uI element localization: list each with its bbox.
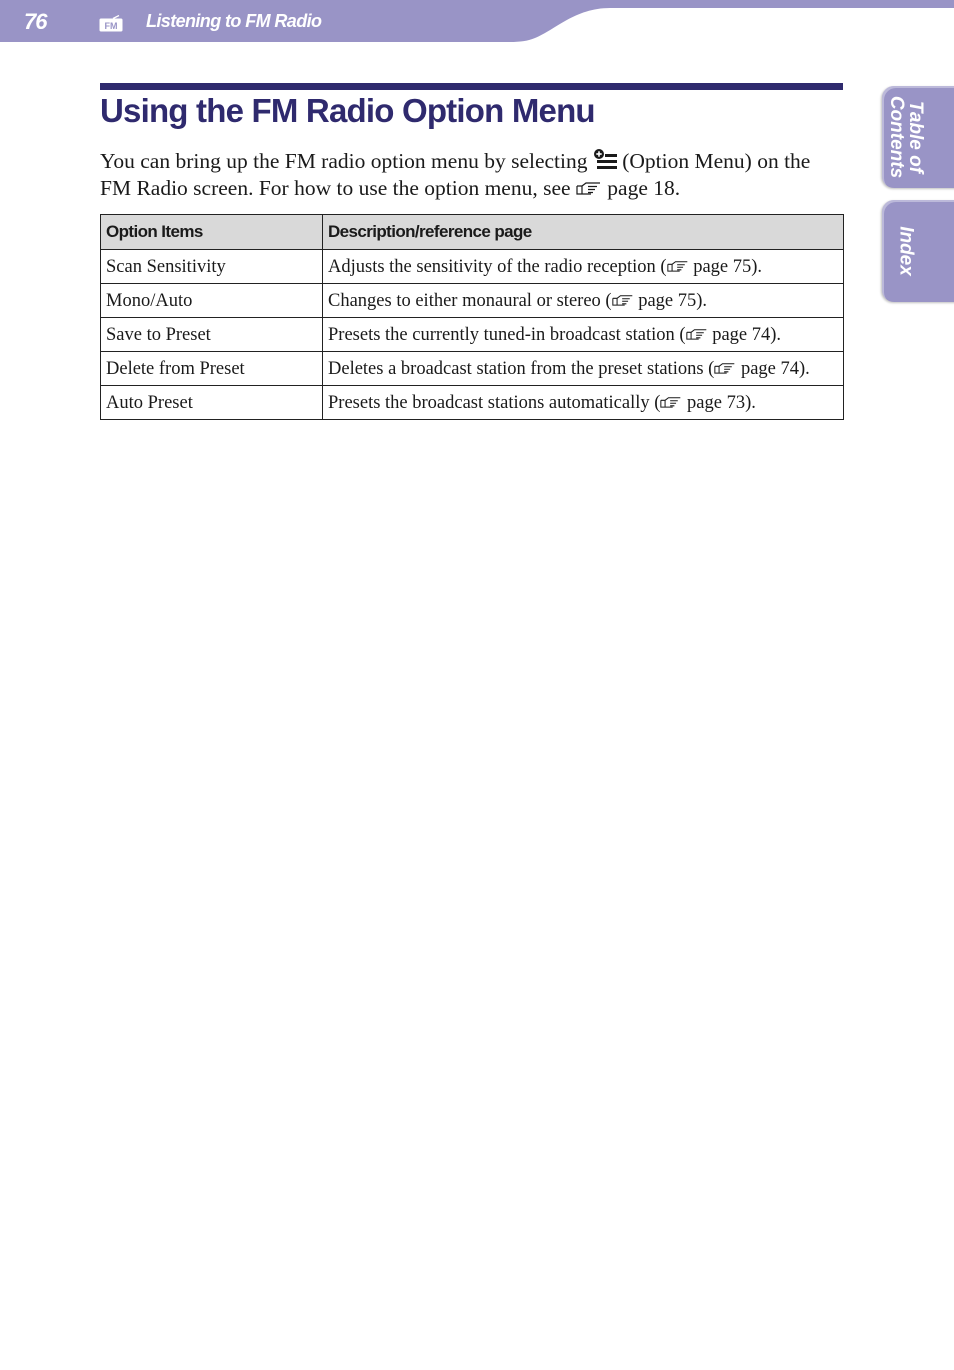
page-number: 76 xyxy=(24,9,47,34)
option-description: Deletes a broadcast station from the preset stations ( page 74). xyxy=(323,352,844,386)
table-row xyxy=(101,352,844,386)
tab-table-of-contents[interactable] xyxy=(882,86,954,188)
fm-radio-icon xyxy=(99,15,123,32)
table-row xyxy=(101,250,844,284)
pointing-hand-icon xyxy=(612,292,634,306)
tab-toc-label: Table of Contents xyxy=(886,95,926,179)
option-description: Changes to either monaural or stereo ( page 75). xyxy=(323,284,844,318)
page-ref-link[interactable]: page 74). xyxy=(740,358,810,379)
intro-text-1: You can bring up the FM radio option menu by selecting xyxy=(100,149,588,173)
section-title: Listening to FM Radio xyxy=(146,11,322,31)
title-rule xyxy=(100,83,843,90)
page-ref-link[interactable]: page 75). xyxy=(693,256,763,277)
intro-text-2: (Option Menu) on the FM Radio screen. For how to use the option menu, see xyxy=(100,149,811,200)
col-header-description: Description/reference page xyxy=(323,215,844,250)
table-row xyxy=(101,318,844,352)
page-ref-link[interactable]: page 74). xyxy=(712,324,782,345)
page-ref-link[interactable]: page 73). xyxy=(687,392,756,413)
tab-index[interactable] xyxy=(882,200,954,302)
pointing-hand-icon xyxy=(576,176,602,192)
pointing-hand-icon xyxy=(660,394,682,408)
pointing-hand-icon xyxy=(667,258,689,272)
option-description: Presets the broadcast stations automatically ( page 73). xyxy=(323,386,844,420)
option-item: Auto Preset xyxy=(101,386,323,420)
option-item: Save to Preset xyxy=(101,318,323,352)
pointing-hand-icon xyxy=(686,326,708,340)
page-ref-link[interactable]: page 75). xyxy=(638,290,708,311)
page-title: Using the FM Radio Option Menu xyxy=(100,92,595,129)
option-description: Presets the currently tuned-in broadcast station ( page 74). xyxy=(323,318,844,352)
option-item: Mono/Auto xyxy=(101,284,323,318)
header-band xyxy=(0,0,954,42)
intro-ref-page[interactable]: page 18. xyxy=(607,176,681,200)
intro-paragraph xyxy=(100,148,845,202)
table-row xyxy=(101,284,844,318)
option-description: Adjusts the sensitivity of the radio reception ( page 75). xyxy=(323,250,844,284)
option-item: Scan Sensitivity xyxy=(101,250,323,284)
option-table xyxy=(100,214,844,420)
col-header-option-items: Option Items xyxy=(101,215,323,250)
tab-index-label: Index xyxy=(895,226,917,276)
pointing-hand-icon xyxy=(714,360,736,374)
table-header-row xyxy=(101,215,844,250)
option-menu-icon xyxy=(593,148,617,172)
header-band-shape xyxy=(0,0,954,42)
option-item: Delete from Preset xyxy=(101,352,323,386)
table-row xyxy=(101,386,844,420)
svg-text:FM: FM xyxy=(104,21,118,31)
